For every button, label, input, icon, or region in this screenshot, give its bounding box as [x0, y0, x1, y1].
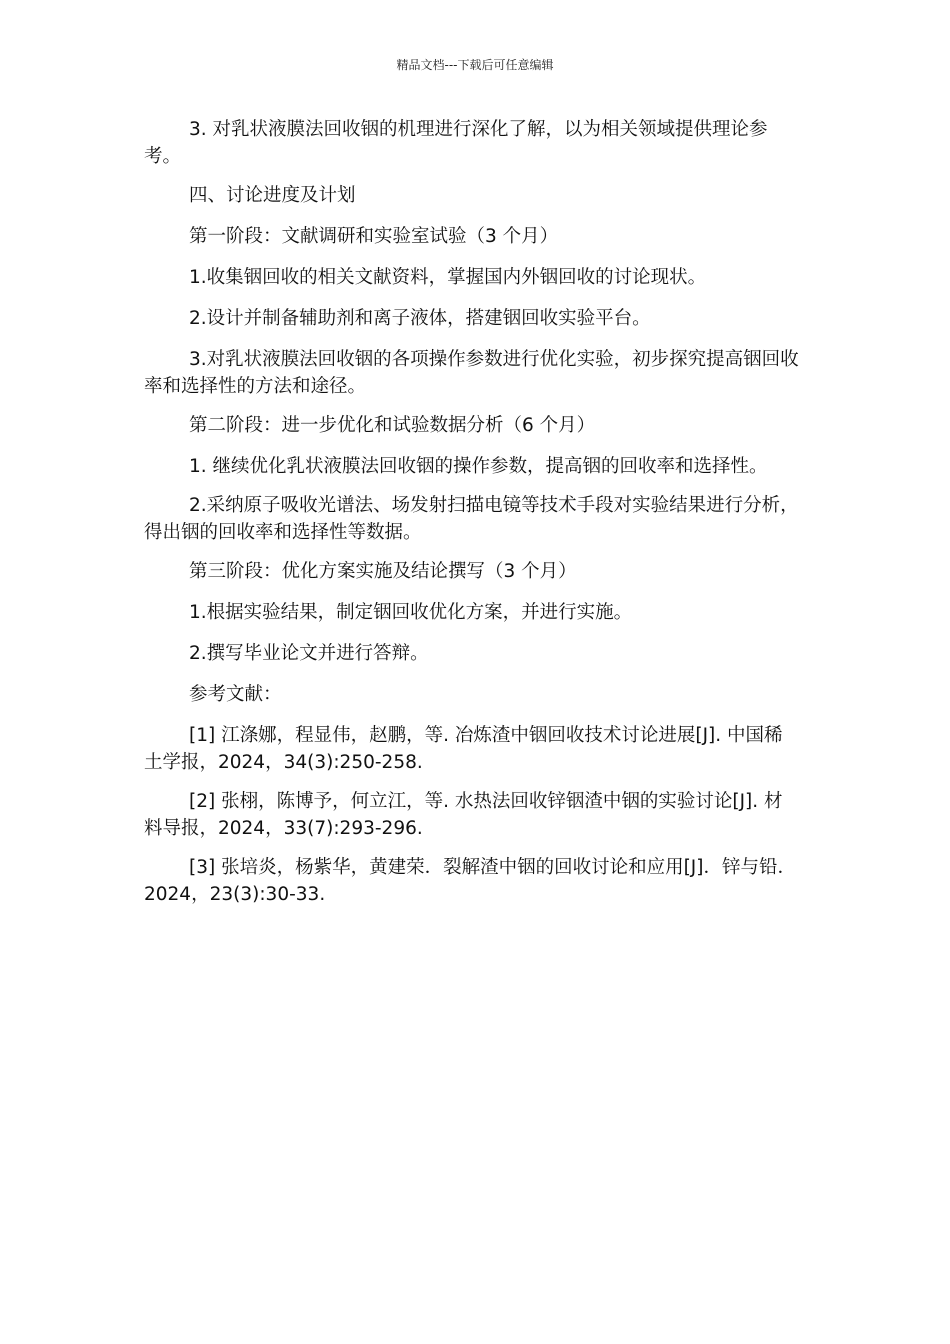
stage-1-heading: 第一阶段：文献调研和实验室试验（3 个月） [189, 226, 559, 247]
reference-2: [2] 张栩，陈博予，何立江，等. 水热法回收锌铟渣中铟的实验讨论[J]. 材料导报，2024，33(7):293-296. [144, 791, 783, 839]
stage-3-item-2: 2.撰写毕业论文并进行答辩。 [189, 643, 429, 664]
references-heading: 参考文献： [189, 684, 282, 705]
stage-2-heading: 第二阶段：进一步优化和试验数据分析（6 个月） [189, 415, 596, 436]
paragraph-objective-3: 3. 对乳状液膜法回收铟的机理进行深化了解，以为相关领域提供理论参考。 [144, 119, 768, 167]
stage-1-item-1: 1.收集铟回收的相关文献资料，掌握国内外铟回收的讨论现状。 [189, 267, 707, 288]
stage-1-item-2: 2.设计并制备辅助剂和离子液体，搭建铟回收实验平台。 [189, 308, 651, 329]
stage-3-item-1: 1.根据实验结果，制定铟回收优化方案，并进行实施。 [189, 602, 633, 623]
section-heading-progress-plan: 四、讨论进度及计划 [189, 185, 356, 206]
stage-1-item-3: 3.对乳状液膜法回收铟的各项操作参数进行优化实验，初步探究提高铟回收率和选择性的方法和途径。 [144, 349, 799, 397]
reference-1: [1] 江涤娜，程显伟，赵鹏，等. 冶炼渣中铟回收技术讨论进展[J]. 中国稀土学报，2024，34(3):250-258. [144, 725, 783, 773]
reference-3: [3] 张培炎，杨紫华，黄建荣．裂解渣中铟的回收讨论和应用[J]．锌与铅．2024，23(3):30-33. [144, 857, 796, 905]
stage-2-item-1: 1. 继续优化乳状液膜法回收铟的操作参数，提高铟的回收率和选择性。 [189, 456, 768, 477]
document-body [144, 116, 800, 920]
stage-2-item-2: 2.采纳原子吸收光谱法、场发射扫描电镜等技术手段对实验结果进行分析，得出铟的回收率和选择性等数据。 [144, 495, 799, 543]
stage-3-heading: 第三阶段：优化方案实施及结论撰写（3 个月） [189, 561, 577, 582]
page-header: 精品文档---下载后可任意编辑 [396, 58, 554, 72]
